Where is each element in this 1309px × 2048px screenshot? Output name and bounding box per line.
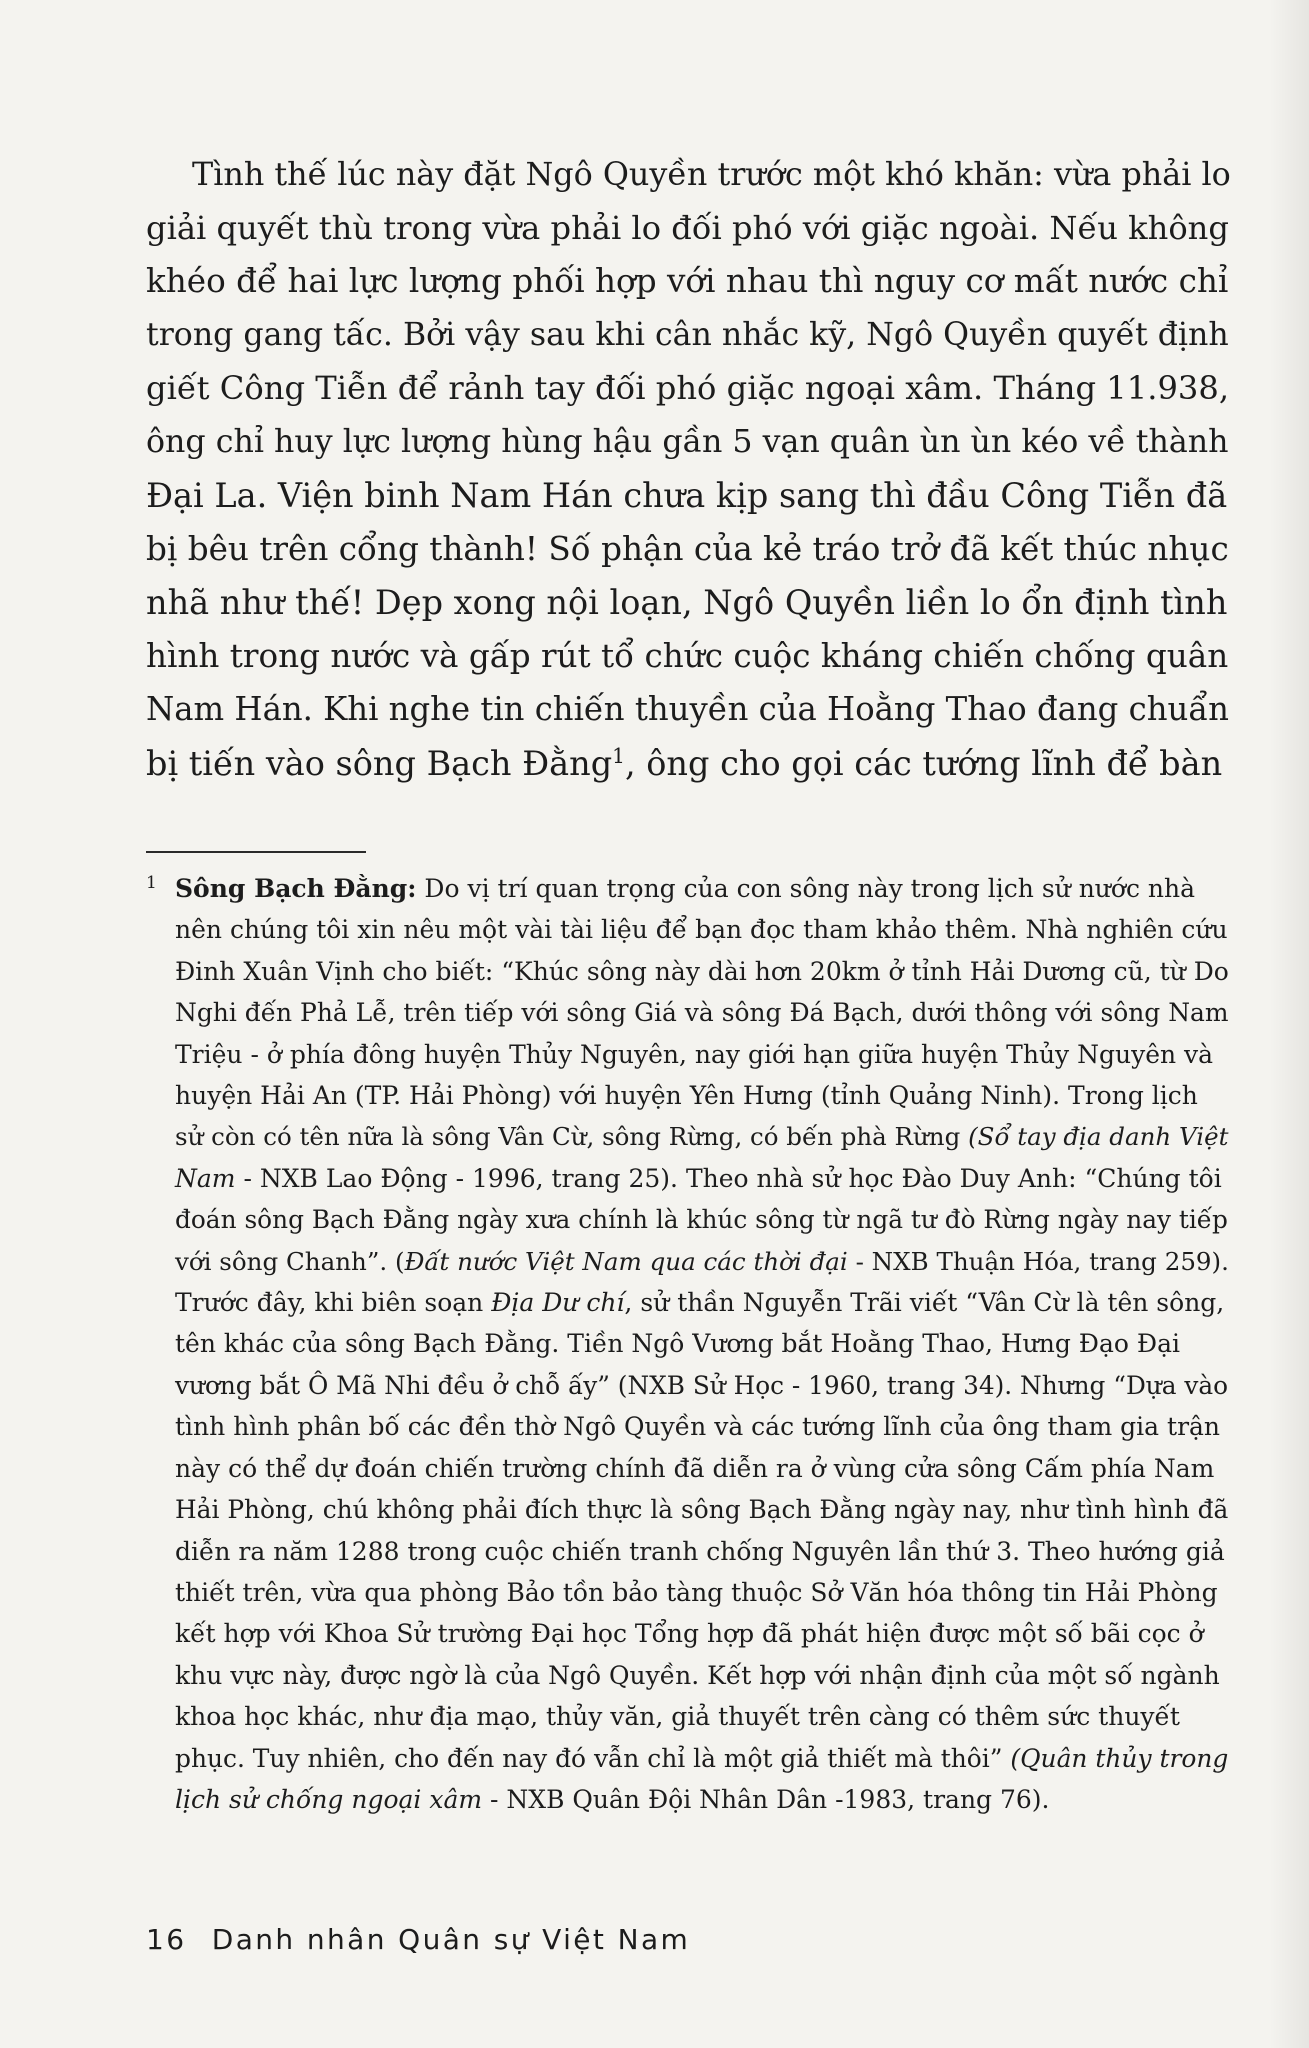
page-edge-shadow <box>1269 0 1309 2048</box>
footnote-line: Triệu - ở phía đông huyện Thủy Nguyên, nay giới hạn giữa huyện Thủy Nguyên và <box>175 1039 1214 1069</box>
footnote-separator <box>146 851 366 853</box>
footnote-line <box>175 1116 1229 1157</box>
footnote-line: Đinh Xuân Vịnh cho biết: “Khúc sông này dài hơn 20km ở tỉnh Hải Dương cũ, từ Do <box>175 956 1229 986</box>
footnote <box>146 868 1229 1820</box>
footnote-line: diễn ra năm 1288 trong cuộc chiến tranh chống Nguyên lần thứ 3. Theo hướng giả <box>175 1536 1225 1566</box>
footnote-line: tên khác của sông Bạch Đằng. Tiền Ngô Vương bắt Hoằng Thao, Hưng Đạo Đại <box>175 1329 1180 1359</box>
footnote-citation: Địa Dư chí <box>491 1288 625 1318</box>
running-title: Danh nhân Quân sự Việt Nam <box>211 1923 691 1956</box>
footnote-text-segment: - NXB Lao Động - 1996, trang 25). Theo nhà sử học Đào Duy Anh: “Chúng tôi <box>235 1163 1222 1193</box>
footnote-citation: (Quân thủy trong <box>1010 1743 1229 1773</box>
body-text-segment: bị tiến vào sông Bạch Đằng <box>146 743 613 783</box>
footnote-text-segment: Do vị trí quan trọng của con sông này trong lịch sử nước nhà <box>416 874 1196 903</box>
footnote-text-segment: sử còn có tên nữa là sông Vân Cừ, sông Rừng, có bến phà Rừng <box>175 1122 969 1152</box>
footnote-number: 1 <box>146 873 157 893</box>
body-line: Đại La. Viện binh Nam Hán chưa kịp sang thì đầu Công Tiễn đã <box>146 476 1228 515</box>
footnote-line <box>175 1282 1229 1323</box>
footnote-line: Nghi đến Phả Lễ, trên tiếp với sông Giá và sông Đá Bạch, dưới thông với sông Nam <box>175 998 1229 1028</box>
body-line: giết Công Tiễn để rảnh tay đối phó giặc ngoại xâm. Tháng 11.938, <box>146 369 1230 407</box>
footnote-line: vương bắt Ô Mã Nhi đều ở chỗ ấy” (NXB Sử Học - 1960, trang 34). Nhưng “Dựa vào <box>175 1370 1229 1400</box>
footnote-line: khoa học khác, như địa mạo, thủy văn, giả thuyết trên càng có thêm sức thuyết <box>175 1702 1180 1732</box>
body-line: khéo để hai lực lượng phối hợp với nhau thì nguy cơ mất nước chỉ <box>146 262 1229 300</box>
footnote-line <box>175 1779 1229 1820</box>
footnote-line <box>175 868 1229 909</box>
footnote-line: Hải Phòng, chú không phải đích thực là sông Bạch Đằng ngày nay, như tình hình đã <box>175 1495 1229 1525</box>
footnote-text-segment: với sông Chanh”. ( <box>175 1246 405 1276</box>
footnote-text-segment: , sử thần Nguyễn Trãi viết “Vân Cừ là tên sông, <box>624 1288 1225 1318</box>
footnote-citation: (Sổ tay địa danh Việt <box>968 1122 1229 1152</box>
footnote-line: nên chúng tôi xin nêu một vài tài liệu để bạn đọc tham khảo thêm. Nhà nghiên cứu <box>175 915 1228 945</box>
footnote-line: khu vực này, được ngờ là của Ngô Quyền. Kết hợp với nhận định của một số ngành <box>175 1660 1220 1690</box>
footnote-text-segment: Trước đây, khi biên soạn <box>175 1288 492 1318</box>
footnote-line: này có thể dự đoán chiến trường chính đã diễn ra ở vùng cửa sông Cấm phía Nam <box>175 1453 1215 1483</box>
body-line-last <box>146 737 1229 791</box>
page-footer <box>146 1923 690 1956</box>
footnote-line <box>175 1738 1229 1779</box>
page-number: 16 <box>146 1923 187 1956</box>
footnote-citation: lịch sử chống ngoại xâm <box>175 1784 483 1814</box>
body-line: giải quyết thù trong vừa phải lo đối phó với giặc ngoài. Nếu không <box>146 208 1229 247</box>
footnote-line: đoán sông Bạch Đằng ngày xưa chính là khúc sông từ ngã tư đò Rừng ngày nay tiếp <box>175 1205 1228 1235</box>
footnote-text-segment: phục. Tuy nhiên, cho đến nay đó vẫn chỉ là một giả thiết mà thôi” <box>175 1743 1011 1773</box>
footnote-line <box>175 1158 1229 1199</box>
footnote-line: tình hình phân bố các đền thờ Ngô Quyền và các tướng lĩnh của ông tham gia trận <box>175 1412 1221 1442</box>
footnote-term: Sông Bạch Đằng: <box>175 874 417 903</box>
footnote-text-segment: - NXB Quân Đội Nhân Dân -1983, trang 76). <box>482 1784 1050 1814</box>
body-line: Tình thế lúc này đặt Ngô Quyền trước một khó khăn: vừa phải lo <box>192 156 1231 193</box>
footnote-line: thiết trên, vừa qua phòng Bảo tồn bảo tàng thuộc Sở Văn hóa thông tin Hải Phòng <box>175 1577 1218 1607</box>
footnote-citation: Đất nước Việt Nam qua các thời đại <box>404 1246 848 1276</box>
footnote-citation: Nam <box>175 1163 236 1193</box>
body-line: bị bêu trên cổng thành! Số phận của kẻ tráo trở đã kết thúc nhục <box>146 529 1229 568</box>
body-line: ông chỉ huy lực lượng hùng hậu gần 5 vạn quân ùn ùn kéo về thành <box>146 423 1229 460</box>
footnote-line: kết hợp với Khoa Sử trường Đại học Tổng hợp đã phát hiện được một số bãi cọc ở <box>175 1619 1204 1649</box>
main-paragraph <box>146 148 1229 790</box>
body-line: trong gang tấc. Bởi vậy sau khi cân nhắc kỹ, Ngô Quyền quyết định <box>146 316 1229 353</box>
footnote-body <box>175 868 1229 1820</box>
body-line: nhã như thế! Dẹp xong nội loạn, Ngô Quyền liền lo ổn định tình <box>146 583 1228 622</box>
body-line: hình trong nước và gấp rút tổ chức cuộc kháng chiến chống quân <box>146 636 1229 675</box>
footnote-line: huyện Hải An (TP. Hải Phòng) với huyện Yên Hưng (tỉnh Quảng Ninh). Trong lịch <box>175 1081 1198 1111</box>
footnote-text-segment: - NXB Thuận Hóa, trang 259). <box>847 1246 1229 1276</box>
footnote-line <box>175 1241 1229 1282</box>
footnote-reference[interactable]: 1 <box>612 743 625 768</box>
body-line: Nam Hán. Khi nghe tin chiến thuyền của Hoằng Thao đang chuẩn <box>146 690 1229 728</box>
body-text-segment: , ông cho gọi các tướng lĩnh để bàn <box>624 743 1223 783</box>
